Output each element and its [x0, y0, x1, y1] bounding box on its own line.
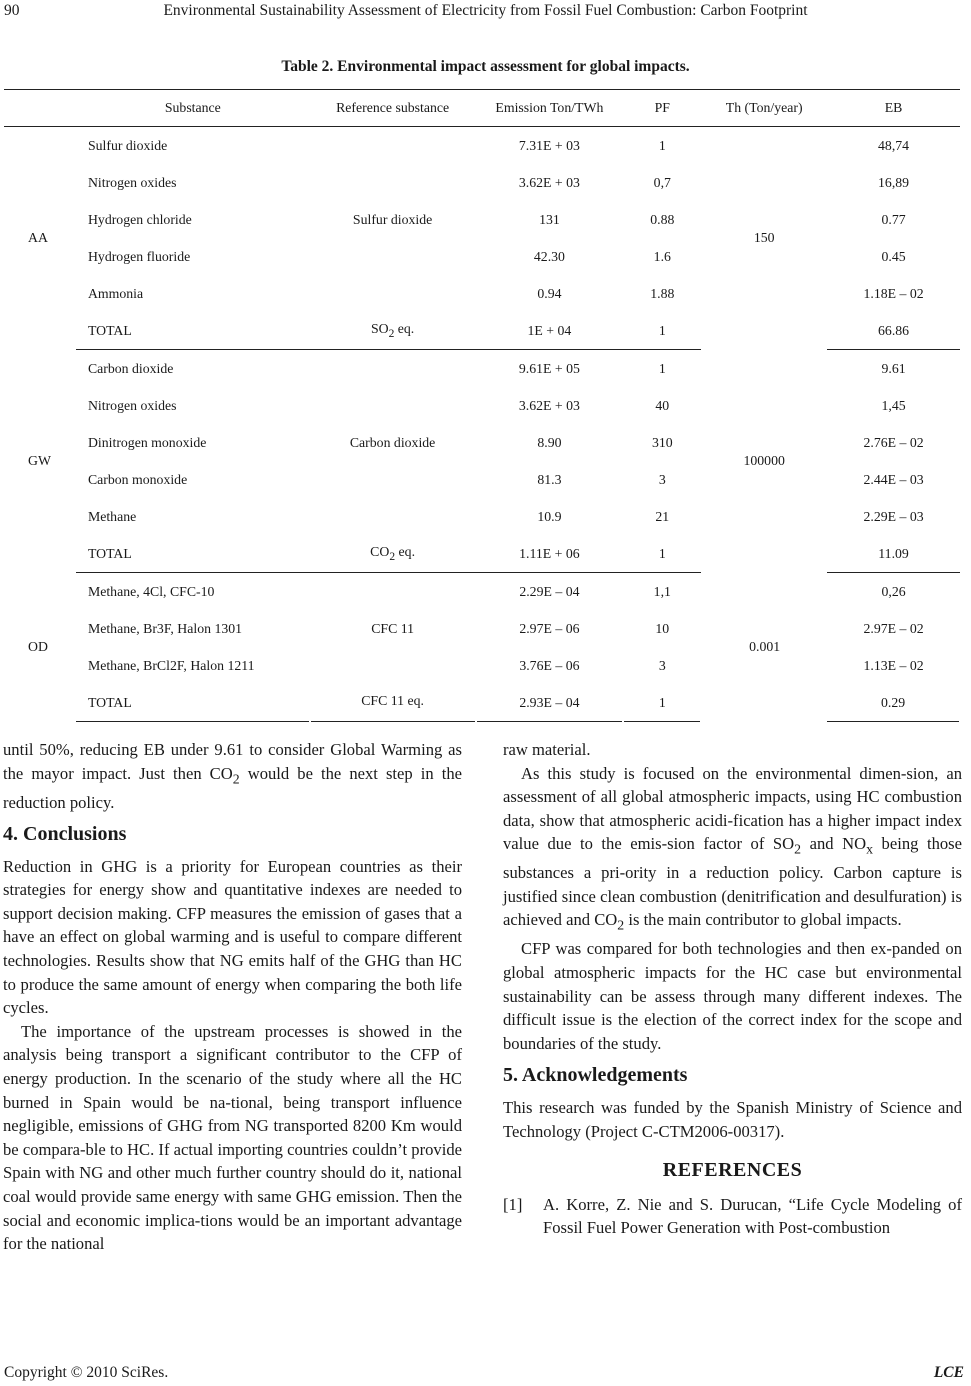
group-label-gw: GW — [28, 453, 51, 468]
eb-cell: 1,45 — [881, 397, 906, 413]
copyright: Copyright © 2010 SciRes. — [4, 1364, 169, 1381]
emission-cell: 8.90 — [537, 434, 562, 450]
pf-cell: 1 — [623, 535, 701, 573]
reference-total-cell: $SO_2$ eq. — [310, 312, 476, 350]
emission-cell: 9.61E + 05 — [518, 360, 580, 376]
substance-cell: Nitrogen oxides — [87, 174, 177, 190]
substance-cell: TOTAL — [76, 684, 310, 722]
section-heading-acknowledgements: 5. Acknowledgements — [503, 1064, 688, 1087]
col-header-group — [4, 90, 76, 127]
substance-cell: Carbon monoxide — [87, 471, 188, 487]
pf-cell: 10 — [655, 620, 670, 636]
paragraph: CFP was compared for both technologies and then ex-panded on global atmospheric impacts for the HC case but environmental sustainability can be assess through many different indexes. The difficult issue is the election of the correct index for the scope and boundaries of the study. — [503, 939, 962, 1053]
emission-cell: 7.31E + 03 — [518, 137, 580, 153]
eb-cell: 0.29 — [827, 684, 960, 722]
col-header-pf: PF — [623, 90, 701, 127]
substance-cell: Methane — [87, 508, 137, 524]
substance-cell: Ammonia — [87, 285, 144, 301]
emission-cell: 131 — [539, 211, 560, 227]
eb-cell: 9.61 — [881, 360, 906, 376]
emission-cell: 3.76E – 06 — [519, 657, 580, 673]
col-header-th: Th (Ton/year) — [701, 90, 827, 127]
col-header-emission: Emission Ton/TWh — [476, 90, 624, 127]
th-cell: 0.001 — [749, 639, 781, 654]
table-header-row — [4, 90, 960, 127]
pf-cell: 1.88 — [650, 285, 675, 301]
eb-cell: 0.77 — [881, 211, 906, 227]
journal-abbrev: LCE — [933, 1364, 964, 1381]
eb-cell: 1.18E – 02 — [863, 285, 924, 301]
col-header-substance: Substance — [76, 90, 310, 127]
substance-cell: Hydrogen fluoride — [87, 248, 191, 264]
group-label-aa: AA — [28, 230, 48, 246]
running-title: Environmental Sustainability Assessment of Electricity from Fossil Fuel Combustion: Carbon Footprint — [163, 2, 808, 19]
emission-cell: 0.94 — [537, 285, 562, 301]
reference-number: [1] — [503, 1194, 523, 1214]
th-cell: 100000 — [743, 453, 785, 468]
section-heading-conclusions: 4. Conclusions — [3, 823, 127, 846]
emission-cell: 42.30 — [533, 248, 565, 264]
emission-cell: 2.93E – 04 — [476, 684, 624, 722]
paragraph: The importance of the upstream processes is showed in the analysis being transport a significant contributor to the CFP of energy production. In the scenario of the study where all the HC burned in Spain would be na-tional, being transport influence negligible, emissions of GHG from NG transported 8200 Km would be compara-ble to HC. If actual importing countries couldn’t provide Spain with NG and other much further country should do it, national coal would provide same energy with same GHG emission. Then the social and economic implica-tions would be an important advantage for the national — [3, 1021, 462, 1254]
col-header-reference: Reference substance — [310, 90, 476, 127]
eb-cell: 0.45 — [881, 248, 906, 264]
emission-cell: 1.11E + 06 — [476, 535, 624, 573]
reference-text: A. Korre, Z. Nie and S. Durucan, “Life Cycle Modeling of Fossil Fuel Power Generation with Post-combustion — [543, 1194, 962, 1237]
eb-cell: 1.13E – 02 — [863, 657, 924, 673]
paragraph: until 50%, reducing EB under 9.61 to consider Global Warming as the mayor impact. Just then $CO_2$ would be the next step in the reduction policy. — [3, 740, 462, 812]
emission-cell: 2.97E – 06 — [519, 620, 580, 636]
impact-table — [4, 89, 961, 722]
reference-cell: Carbon dioxide — [349, 434, 436, 450]
eb-cell: 0,26 — [881, 583, 906, 599]
page-number: 90 — [4, 2, 20, 19]
pf-cell: 1,1 — [653, 583, 671, 599]
table-caption: Table 2. Environmental impact assessment for global impacts. — [281, 58, 690, 75]
eb-cell: 66.86 — [827, 312, 960, 350]
reference-cell: Sulfur dioxide — [352, 211, 433, 227]
paragraph: raw material. — [503, 740, 591, 759]
col-header-eb: EB — [827, 90, 960, 127]
eb-cell: 2.29E – 03 — [863, 508, 924, 524]
th-cell: 150 — [753, 230, 775, 246]
emission-cell: 3.62E + 03 — [518, 174, 580, 190]
reference-cell: CFC 11 — [371, 620, 414, 636]
emission-cell: 10.9 — [537, 508, 562, 524]
substance-cell: Methane, Br3F, Halon 1301 — [87, 620, 243, 636]
eb-cell: 16,89 — [878, 174, 910, 190]
substance-cell: TOTAL — [76, 535, 310, 573]
paragraph: As this study is focused on the environmental dimen-sion, an assessment of all global atmospheric impacts, using HC combustion data, show that atmospheric acidi-fication has a higher impact index value due to the emis-sion factor of $SO_2$ and $NO_x$ being those substances a pri-ority in a reduction policy. Carbon capture is justified since clean combustion (denitrification and desulfuration) is achieved and $CO_2$ is the main contributor to global impacts. — [503, 763, 962, 933]
running-header — [0, 0, 971, 24]
pf-cell: 1.6 — [653, 248, 671, 264]
substance-cell: Sulfur dioxide — [87, 137, 168, 153]
substance-cell: Nitrogen oxides — [87, 397, 177, 413]
pf-cell: 1 — [623, 684, 701, 722]
substance-cell: Dinitrogen monoxide — [87, 434, 207, 450]
paragraph: Reduction in GHG is a priority for European countries as their strategies for energy show and quantitative indexes are needed to support decision making. CFP measures the emission of gases that a have an effect on global warming and is useful to compare different technologies. Results show that NG emits half of the GHG than HC to produce the same amount of energy when comparing the both life cycles. — [3, 856, 462, 1018]
pf-cell: 0,7 — [653, 174, 671, 190]
eb-cell: 2.44E – 03 — [863, 471, 924, 487]
pf-cell: 3 — [658, 657, 666, 673]
emission-cell: 2.29E – 04 — [519, 583, 580, 599]
eb-cell: 2.97E – 02 — [863, 620, 924, 636]
substance-cell: Methane, 4Cl, CFC-10 — [87, 583, 215, 599]
table-row — [4, 573, 960, 611]
pf-cell: 40 — [655, 397, 670, 413]
eb-cell: 2.76E – 02 — [863, 434, 924, 450]
left-column — [3, 738, 462, 1256]
substance-cell: TOTAL — [76, 312, 310, 350]
pf-cell: 0.88 — [650, 211, 675, 227]
emission-cell: 3.62E + 03 — [518, 397, 580, 413]
paragraph: This research was funded by the Spanish Ministry of Science and Technology (Project C-CTM2006-00317). — [503, 1097, 962, 1141]
substance-cell: Carbon dioxide — [87, 360, 174, 376]
emission-cell: 1E + 04 — [476, 312, 624, 350]
group-label-od: OD — [28, 639, 48, 654]
pf-cell: 3 — [658, 471, 666, 487]
right-column — [503, 738, 962, 1239]
pf-cell: 1 — [658, 360, 666, 376]
reference-item — [503, 1193, 962, 1239]
pf-cell: 21 — [655, 508, 670, 524]
pf-cell: 310 — [651, 434, 673, 450]
reference-total-cell: CFC 11 eq. — [310, 684, 476, 722]
table-row — [4, 127, 960, 165]
reference-total-cell: $CO_2$ eq. — [310, 535, 476, 573]
pf-cell: 1 — [623, 312, 701, 350]
pf-cell: 1 — [658, 137, 666, 153]
table-row — [4, 350, 960, 388]
emission-cell: 81.3 — [537, 471, 562, 487]
substance-cell: Hydrogen chloride — [87, 211, 192, 227]
references-heading: REFERENCES — [662, 1159, 803, 1182]
eb-cell: 48,74 — [878, 137, 910, 153]
eb-cell: 11.09 — [827, 535, 960, 573]
substance-cell: Methane, BrCl2F, Halon 1211 — [87, 657, 255, 673]
